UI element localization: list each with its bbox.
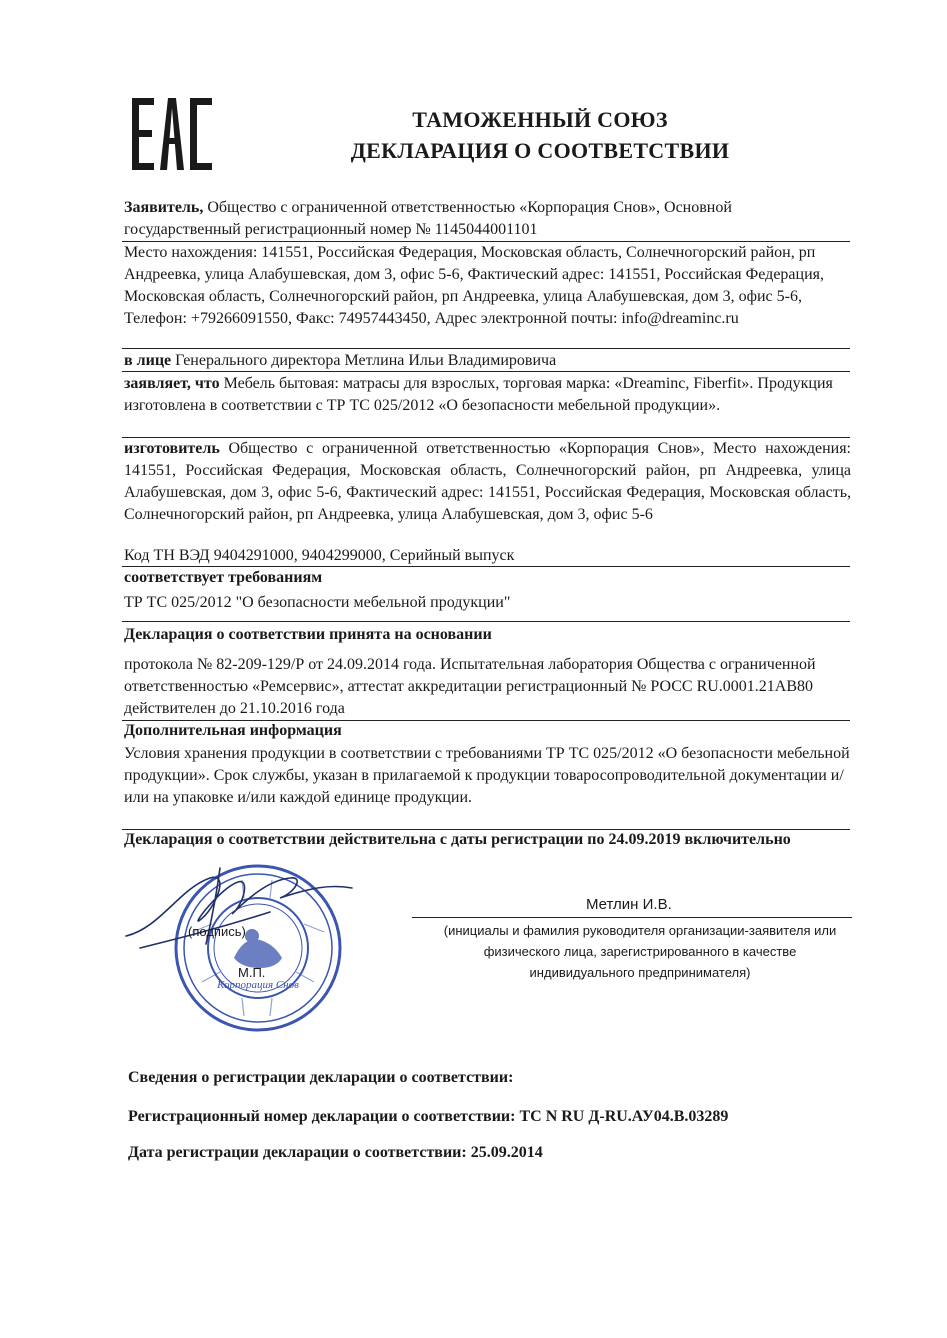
validity-text: Декларация о соответствии действительна с даты регистрации по 24.09.2019 включительно	[124, 831, 791, 848]
hs-code: Код ТН ВЭД 9404291000, 9404299000, Серийный выпуск	[124, 547, 515, 564]
manufacturer-label: изготовитель	[124, 440, 220, 457]
represented-section	[124, 350, 851, 372]
additional-text: Условия хранения продукции в соответствии с требованиями ТР ТС 025/2012 «О безопасности мебельной продукции». Срок службы, указан в прилагаемой к продукции товаросопроводительной документации и/или на упаковке и/или каждой единице продукции.	[124, 745, 850, 806]
signatory-name: Метлин И.В.	[586, 896, 672, 913]
conforms-label: соответствует требованиям	[124, 569, 323, 586]
stamp-text: Корпорация Снов	[217, 979, 299, 991]
eac-logo	[130, 98, 214, 170]
declares-section	[124, 373, 851, 417]
signature-line	[412, 917, 852, 918]
document-title	[250, 104, 830, 166]
basis-label: Декларация о соответствии принята на основании	[124, 626, 492, 643]
manufacturer-text: Общество с ограниченной ответственностью «Корпорация Снов», Место нахождения: 141551, Российская Федерация, Московская область, Солнечногорский район, рп Андреевка, улица Алабушевская, дом 3, офис 5-6, Фактический адрес: 141551, Российская Федерация, Московская область, Солнечногорский район, рп Андреевка, улица Алабушевская, дом 3, офис 5-6	[124, 440, 851, 523]
stamp-place-label: М.П.	[238, 965, 266, 980]
represented-text: Генерального директора Метлина Ильи Владимировича	[175, 352, 557, 369]
applicant-label: Заявитель,	[124, 199, 204, 216]
title-line-2: ДЕКЛАРАЦИЯ О СООТВЕТСТВИИ	[350, 138, 730, 163]
registration-date: Дата регистрации декларации о соответствии: 25.09.2014	[128, 1144, 543, 1161]
basis-text: протокола № 82-209-129/Р от 24.09.2014 года. Испытательная лаборатория Общества с ограниченной ответственностью «Ремсервис», аттестат аккредитации регистрационный № РОСС RU.0001.21АВ80 действителен до 21.10.2016 года	[124, 656, 816, 717]
registration-number: Регистрационный номер декларации о соответствии: ТС N RU Д-RU.АУ04.В.03289	[128, 1108, 729, 1125]
applicant-section	[124, 197, 851, 241]
manufacturer-section	[124, 438, 851, 526]
title-line-1: ТАМОЖЕННЫЙ СОЮЗ	[412, 107, 668, 132]
represented-label: в лице	[124, 352, 172, 369]
divider	[122, 371, 850, 372]
additional-label: Дополнительная информация	[124, 722, 342, 739]
conforms-text: ТР ТС 025/2012 "О безопасности мебельной продукции"	[124, 594, 511, 611]
applicant-address: Место нахождения: 141551, Российская Федерация, Московская область, Солнечногорский район, рп Андреевка, улица Алабушевская, дом 3, офис 5-6, Фактический адрес: 141551, Российская Федерация, Московская область, Солнечногорский район, рп Андреевка, улица Алабушевская, дом 3, офис 5-6, Телефон: +79266091550, Факс: 74957443450, Адрес электронной почты: info@dreaminc.ru	[124, 244, 824, 327]
signature-scribble	[120, 848, 360, 968]
declares-text: Мебель бытовая: матрасы для взрослых, торговая марка: «Dreaminc, Fiberfit». Продукция изготовлена в соответствии с ТР ТС 025/2012 «О безопасности мебельной продукции».	[124, 375, 833, 414]
applicant-text: Общество с ограниченной ответственностью «Корпорация Снов», Основной государственный регистрационный номер № 1145044001101	[124, 199, 732, 238]
divider	[122, 348, 850, 349]
declares-label: заявляет, что	[124, 375, 220, 392]
registration-heading: Сведения о регистрации декларации о соответствии:	[128, 1069, 514, 1086]
divider	[122, 621, 850, 622]
signature-label: (подпись)	[188, 924, 246, 939]
signatory-note: (инициалы и фамилия руководителя организации-заявителя или физического лица, зарегистрированного в качестве индивидуального предпринимателя)	[443, 923, 837, 980]
